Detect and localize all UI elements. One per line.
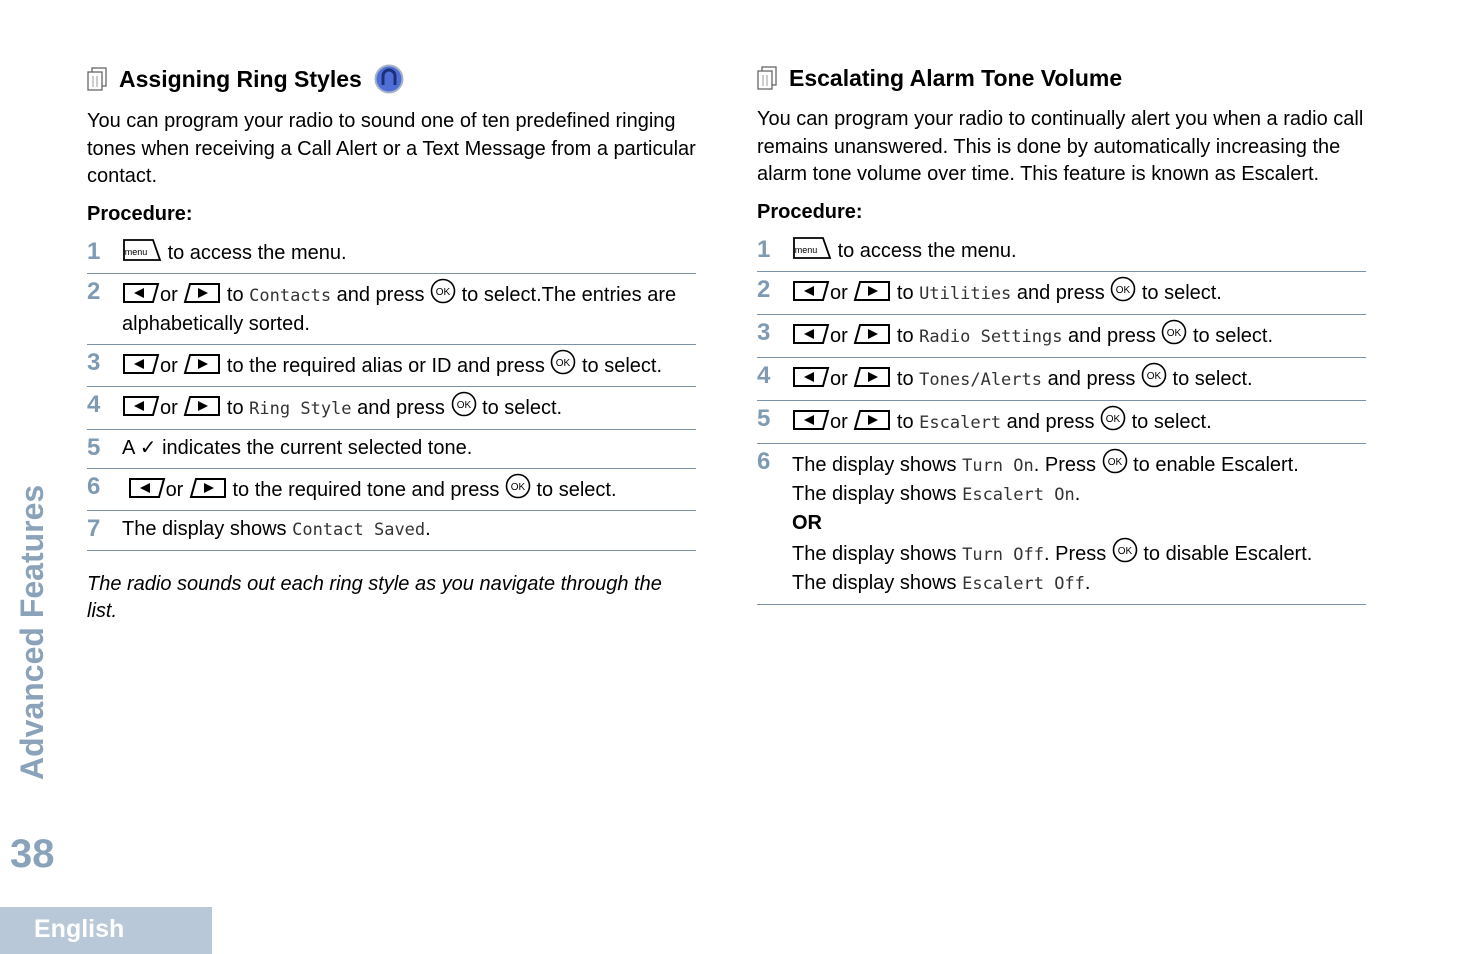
ok-key-icon (1100, 405, 1126, 431)
procedure-step (757, 444, 1366, 605)
step-or: or (160, 396, 178, 419)
left-arrow-key-icon (122, 353, 160, 375)
display-code: Turn Off (962, 544, 1044, 565)
procedure-step (87, 387, 696, 430)
step-to: to (896, 281, 914, 304)
step-or: or (830, 410, 848, 433)
procedure-step (757, 272, 1366, 315)
intro-paragraph: You can program your radio to sound one of ten predefined ringing tones when receiving a Call Alert or a Text Message from a particular contact. (87, 110, 696, 187)
step-to: to (226, 396, 244, 419)
procedure-step (87, 430, 696, 469)
right-arrow-key-icon (189, 477, 227, 499)
step-or: or (830, 324, 848, 347)
right-arrow-key-icon (853, 366, 891, 388)
step-press: . Press (1033, 453, 1096, 476)
language-tab (0, 907, 212, 954)
step-line (792, 480, 1366, 509)
or-label: OR (792, 511, 822, 534)
step-press: and press (1006, 410, 1095, 433)
step-or: or (830, 281, 848, 304)
sidebar (0, 0, 125, 954)
step-or: or (830, 367, 848, 390)
step-to: to (226, 283, 244, 306)
step-text: The display shows (122, 517, 287, 540)
step-or: or (160, 354, 178, 377)
page-number: 38 (10, 832, 55, 876)
step-text: The display shows (792, 571, 957, 594)
step-after: to select.The entries are alphabetically sorted. (122, 283, 677, 335)
procedure-step (757, 315, 1366, 358)
step-press: and press (336, 283, 425, 306)
step-text: to access the menu. (837, 239, 1017, 262)
section-title: Assigning Ring Styles (119, 65, 362, 92)
display-code: Escalert Off (962, 573, 1085, 594)
ok-key-icon (1161, 319, 1187, 345)
step-press: and press (357, 396, 445, 419)
step-number: 2 (87, 277, 101, 305)
step-press: and press (1016, 281, 1105, 304)
step-text: to the required alias or ID and press (226, 354, 545, 377)
display-code: Turn On (962, 455, 1034, 476)
step-end: . (1084, 571, 1091, 594)
ok-key-icon (505, 473, 531, 499)
section-assigning-ring-styles (87, 60, 696, 646)
step-number: 6 (87, 472, 101, 500)
step-after: to select. (536, 478, 617, 501)
step-line (792, 448, 1366, 480)
procedure-step (87, 469, 696, 511)
procedure-step (87, 511, 696, 551)
step-press: . Press (1043, 542, 1107, 565)
step-to: to (896, 367, 914, 390)
display-code: Contact Saved (292, 519, 426, 540)
document-icon (87, 67, 107, 91)
procedure-step (87, 234, 696, 274)
step-text: to access the menu. (167, 241, 347, 264)
step-line (792, 569, 1366, 598)
step-press: and press (1047, 367, 1136, 390)
menu-item-code: Utilities (919, 283, 1012, 304)
right-arrow-key-icon (853, 409, 891, 431)
step-end: . (1074, 482, 1081, 505)
ok-key-icon (1141, 362, 1167, 388)
step-number: 5 (87, 433, 101, 461)
step-text: to the required tone and press (232, 478, 500, 501)
language-label: English (34, 915, 125, 943)
procedure-step (757, 232, 1366, 272)
step-after: to select. (482, 396, 563, 419)
ok-key-icon (1110, 276, 1136, 302)
step-number: 6 (757, 447, 771, 475)
section-escalating-alarm-tone (757, 60, 1366, 605)
step-after: to select. (1172, 367, 1253, 390)
document-icon (757, 66, 777, 90)
menu-item-code: Ring Style (249, 398, 352, 419)
procedure-step (757, 401, 1366, 444)
step-after: to select. (1131, 410, 1212, 433)
procedure-step (757, 358, 1366, 401)
right-arrow-key-icon (183, 353, 221, 375)
left-arrow-key-icon (122, 395, 160, 417)
step-number: 3 (87, 348, 101, 376)
step-text: A ✓ indicates the current selected tone. (122, 436, 473, 459)
left-arrow-key-icon (792, 409, 830, 431)
step-number: 4 (757, 361, 771, 389)
step-text: The display shows (792, 542, 957, 565)
procedure-label: Procedure: (757, 200, 863, 223)
section-heading (87, 60, 696, 98)
step-text: The display shows (792, 482, 957, 505)
left-arrow-key-icon (792, 323, 830, 345)
ok-key-icon (430, 278, 456, 304)
section-title: Escalating Alarm Tone Volume (789, 64, 1123, 91)
step-after: to select. (1141, 281, 1222, 304)
step-after: to disable Escalert. (1143, 542, 1313, 565)
step-number: 7 (87, 514, 101, 542)
feature-badge-icon (374, 64, 404, 94)
left-arrow-key-icon (128, 477, 166, 499)
step-or: or (165, 478, 184, 501)
step-number: 5 (757, 404, 771, 432)
ok-key-icon (1102, 448, 1128, 474)
menu-item-code: Contacts (249, 285, 332, 306)
step-after: to select. (1193, 324, 1274, 347)
step-or: or (160, 283, 178, 306)
ok-key-icon (451, 391, 477, 417)
step-after: to enable Escalert. (1133, 453, 1299, 476)
step-number: 1 (757, 235, 771, 263)
intro-paragraph: You can program your radio to continually alert you when a radio call remains unanswered. This is done by automatically increasing the alarm tone volume over time. This feature is known as Escalert. (757, 108, 1364, 185)
ok-key-icon (550, 349, 576, 375)
menu-key-icon (792, 236, 832, 260)
step-number: 4 (87, 390, 101, 418)
step-number: 3 (757, 318, 771, 346)
left-arrow-key-icon (792, 280, 830, 302)
menu-item-code: Escalert (919, 412, 1002, 433)
section-heading (757, 60, 1366, 96)
right-arrow-key-icon (183, 282, 221, 304)
right-arrow-key-icon (853, 323, 891, 345)
step-after: to select. (582, 354, 663, 377)
procedure-label: Procedure: (87, 202, 193, 225)
right-arrow-key-icon (183, 395, 221, 417)
step-text: The display shows (792, 453, 957, 476)
menu-key-icon (122, 238, 162, 262)
step-line (792, 537, 1366, 569)
step-number: 1 (87, 237, 101, 265)
left-arrow-key-icon (122, 282, 160, 304)
step-end: . (425, 517, 431, 540)
step-to: to (896, 324, 914, 347)
section-label: Advanced Features (14, 484, 50, 780)
left-arrow-key-icon (792, 366, 830, 388)
right-arrow-key-icon (853, 280, 891, 302)
procedure-step (87, 345, 696, 387)
step-to: to (896, 410, 914, 433)
menu-item-code: Radio Settings (919, 326, 1063, 347)
menu-item-code: Tones/Alerts (919, 369, 1042, 390)
step-number: 2 (757, 275, 771, 303)
procedure-step (87, 274, 696, 345)
ok-key-icon (1112, 537, 1138, 563)
display-code: Escalert On (962, 484, 1075, 505)
step-press: and press (1068, 324, 1156, 347)
note-text: The radio sounds out each ring style as you navigate through the list. (87, 572, 662, 622)
